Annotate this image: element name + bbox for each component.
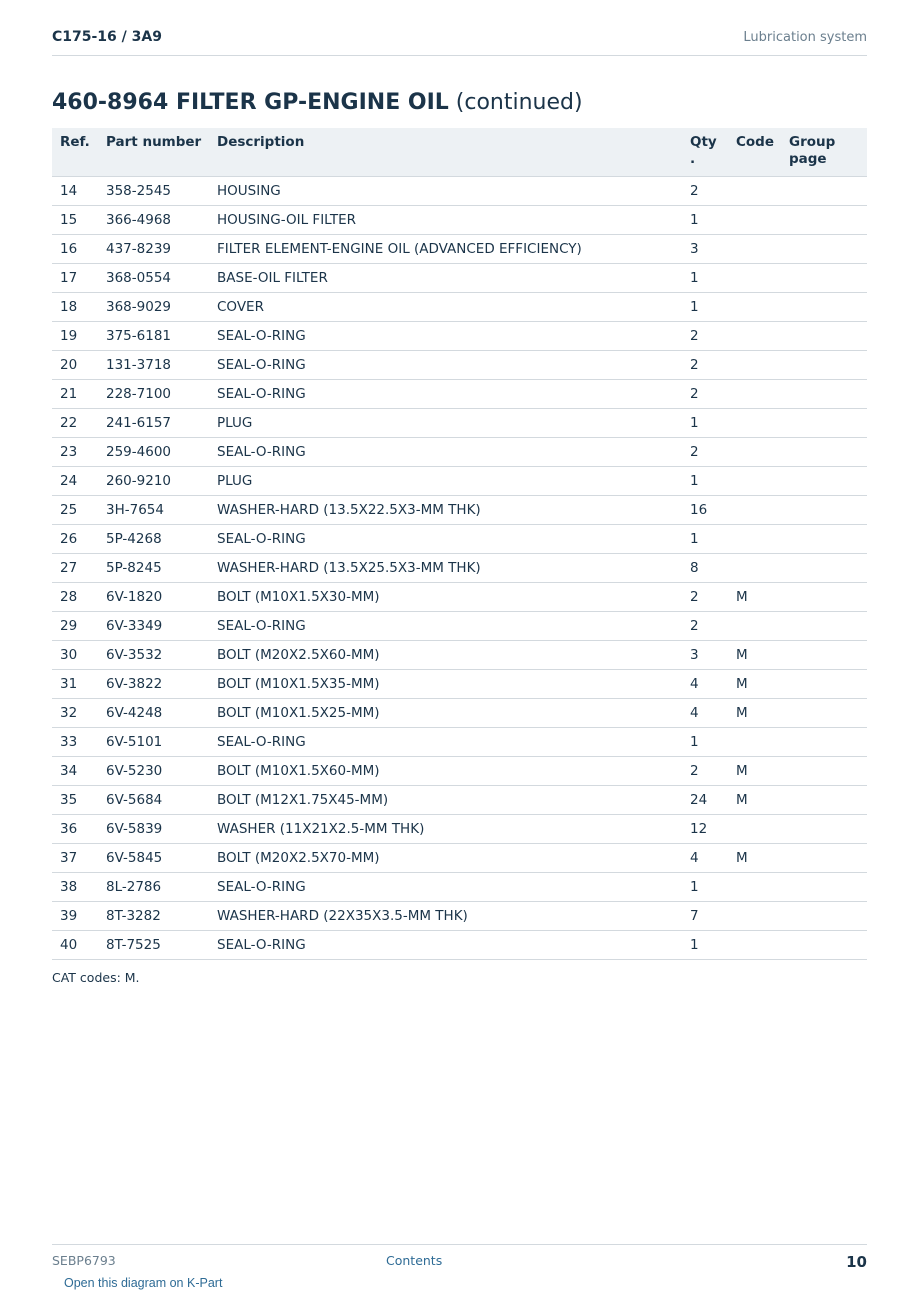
qty-cell: 16: [682, 496, 728, 525]
part-number-cell: 241-6157: [98, 409, 209, 438]
ref-cell: 38: [52, 873, 98, 902]
part-number-cell: 6V-3532: [98, 641, 209, 670]
ref-cell: 30: [52, 641, 98, 670]
table-row: [52, 467, 867, 496]
description-cell: SEAL-O-RING: [209, 728, 682, 757]
page-header: [52, 28, 867, 56]
ref-cell: 39: [52, 902, 98, 931]
assembly-name: 460-8964 FILTER GP-ENGINE OIL: [52, 90, 449, 115]
ref-cell: 20: [52, 351, 98, 380]
code-cell: [728, 815, 781, 844]
description-cell: WASHER-HARD (22X35X3.5-MM THK): [209, 902, 682, 931]
ref-cell: 27: [52, 554, 98, 583]
qty-cell: 1: [682, 206, 728, 235]
code-cell: M: [728, 844, 781, 873]
group-page-cell: [781, 699, 867, 728]
group-page-cell: [781, 293, 867, 322]
ref-cell: 16: [52, 235, 98, 264]
section-name: Lubrication system: [743, 30, 867, 45]
qty-cell: 4: [682, 670, 728, 699]
parts-table: [52, 128, 867, 960]
group-page-cell: [781, 728, 867, 757]
code-cell: [728, 873, 781, 902]
description-cell: SEAL-O-RING: [209, 322, 682, 351]
column-header-description: Description: [209, 128, 682, 177]
description-cell: BOLT (M10X1.5X35-MM): [209, 670, 682, 699]
part-number-cell: 5P-4268: [98, 525, 209, 554]
table-row: [52, 670, 867, 699]
part-number-cell: 260-9210: [98, 467, 209, 496]
part-number-cell: 6V-5684: [98, 786, 209, 815]
page-number: 10: [846, 1253, 867, 1271]
ref-cell: 23: [52, 438, 98, 467]
description-cell: BOLT (M12X1.75X45-MM): [209, 786, 682, 815]
document-id: SEBP6793: [52, 1253, 116, 1268]
part-number-cell: 228-7100: [98, 380, 209, 409]
column-header-qty: Qty .: [682, 128, 728, 177]
ref-cell: 14: [52, 177, 98, 206]
qty-cell: 12: [682, 815, 728, 844]
qty-cell: 1: [682, 293, 728, 322]
code-cell: M: [728, 583, 781, 612]
group-page-cell: [781, 380, 867, 409]
part-number-cell: 6V-3349: [98, 612, 209, 641]
description-cell: SEAL-O-RING: [209, 612, 682, 641]
description-cell: HOUSING-OIL FILTER: [209, 206, 682, 235]
table-row: [52, 293, 867, 322]
description-cell: WASHER (11X21X2.5-MM THK): [209, 815, 682, 844]
description-cell: SEAL-O-RING: [209, 351, 682, 380]
part-number-cell: 259-4600: [98, 438, 209, 467]
part-number-cell: 8T-7525: [98, 931, 209, 960]
code-cell: M: [728, 670, 781, 699]
group-page-cell: [781, 641, 867, 670]
code-cell: [728, 206, 781, 235]
part-number-cell: 6V-3822: [98, 670, 209, 699]
description-cell: SEAL-O-RING: [209, 931, 682, 960]
qty-cell: 3: [682, 641, 728, 670]
description-cell: BOLT (M20X2.5X70-MM): [209, 844, 682, 873]
table-row: [52, 902, 867, 931]
table-row: [52, 815, 867, 844]
ref-cell: 18: [52, 293, 98, 322]
group-page-cell: [781, 902, 867, 931]
description-cell: BASE-OIL FILTER: [209, 264, 682, 293]
part-number-cell: 8T-3282: [98, 902, 209, 931]
qty-cell: 2: [682, 177, 728, 206]
part-number-cell: 375-6181: [98, 322, 209, 351]
qty-cell: 1: [682, 525, 728, 554]
table-row: [52, 438, 867, 467]
table-row: [52, 873, 867, 902]
part-number-cell: 6V-5101: [98, 728, 209, 757]
table-row: [52, 612, 867, 641]
group-page-cell: [781, 438, 867, 467]
table-header-row: [52, 128, 867, 177]
group-page-cell: [781, 322, 867, 351]
code-cell: [728, 554, 781, 583]
qty-cell: 24: [682, 786, 728, 815]
code-cell: [728, 931, 781, 960]
column-header-group-page: Group page: [781, 128, 867, 177]
description-cell: SEAL-O-RING: [209, 525, 682, 554]
group-page-cell: [781, 873, 867, 902]
code-cell: M: [728, 641, 781, 670]
ref-cell: 17: [52, 264, 98, 293]
part-number-cell: 358-2545: [98, 177, 209, 206]
qty-cell: 2: [682, 583, 728, 612]
description-cell: WASHER-HARD (13.5X22.5X3-MM THK): [209, 496, 682, 525]
qty-cell: 3: [682, 235, 728, 264]
group-page-cell: [781, 235, 867, 264]
description-cell: PLUG: [209, 467, 682, 496]
cat-codes-note: CAT codes: M.: [52, 970, 140, 985]
code-cell: M: [728, 699, 781, 728]
part-number-cell: 3H-7654: [98, 496, 209, 525]
group-page-cell: [781, 467, 867, 496]
ref-cell: 15: [52, 206, 98, 235]
group-page-cell: [781, 757, 867, 786]
title-suffix: (continued): [448, 90, 583, 115]
code-cell: [728, 728, 781, 757]
group-page-cell: [781, 554, 867, 583]
code-cell: [728, 264, 781, 293]
group-page-cell: [781, 931, 867, 960]
description-cell: SEAL-O-RING: [209, 873, 682, 902]
group-page-cell: [781, 351, 867, 380]
code-cell: [728, 612, 781, 641]
ref-cell: 24: [52, 467, 98, 496]
page-footer: [52, 1244, 867, 1275]
ref-cell: 36: [52, 815, 98, 844]
code-cell: [728, 177, 781, 206]
table-row: [52, 583, 867, 612]
ref-cell: 40: [52, 931, 98, 960]
part-number-cell: 368-0554: [98, 264, 209, 293]
group-page-cell: [781, 525, 867, 554]
group-page-cell: [781, 670, 867, 699]
ref-cell: 26: [52, 525, 98, 554]
code-cell: [728, 293, 781, 322]
column-header-code: Code: [728, 128, 781, 177]
parts-table-body: [52, 177, 867, 960]
column-header-part-number: Part number: [98, 128, 209, 177]
qty-cell: 1: [682, 409, 728, 438]
group-page-cell: [781, 583, 867, 612]
ref-cell: 32: [52, 699, 98, 728]
ref-cell: 19: [52, 322, 98, 351]
ref-cell: 34: [52, 757, 98, 786]
description-cell: BOLT (M10X1.5X30-MM): [209, 583, 682, 612]
part-number-cell: 5P-8245: [98, 554, 209, 583]
page-title: [52, 90, 583, 115]
ref-cell: 29: [52, 612, 98, 641]
code-cell: [728, 467, 781, 496]
ref-cell: 28: [52, 583, 98, 612]
ref-cell: 21: [52, 380, 98, 409]
group-page-cell: [781, 815, 867, 844]
qty-cell: 4: [682, 699, 728, 728]
table-row: [52, 728, 867, 757]
code-cell: M: [728, 757, 781, 786]
table-row: [52, 206, 867, 235]
qty-cell: 4: [682, 844, 728, 873]
qty-cell: 1: [682, 728, 728, 757]
ref-cell: 33: [52, 728, 98, 757]
table-row: [52, 554, 867, 583]
part-number-cell: 368-9029: [98, 293, 209, 322]
table-row: [52, 380, 867, 409]
ref-cell: 25: [52, 496, 98, 525]
table-row: [52, 322, 867, 351]
ref-cell: 37: [52, 844, 98, 873]
group-page-cell: [781, 206, 867, 235]
code-cell: [728, 525, 781, 554]
table-row: [52, 525, 867, 554]
open-kpart-link[interactable]: Open this diagram on K-Part: [64, 1276, 223, 1290]
table-row: [52, 786, 867, 815]
description-cell: HOUSING: [209, 177, 682, 206]
qty-cell: 1: [682, 264, 728, 293]
code-cell: [728, 409, 781, 438]
part-number-cell: 6V-5230: [98, 757, 209, 786]
code-cell: [728, 380, 781, 409]
description-cell: COVER: [209, 293, 682, 322]
qty-cell: 1: [682, 873, 728, 902]
code-cell: [728, 235, 781, 264]
table-row: [52, 177, 867, 206]
part-number-cell: 437-8239: [98, 235, 209, 264]
code-cell: [728, 351, 781, 380]
qty-cell: 2: [682, 438, 728, 467]
table-row: [52, 409, 867, 438]
table-row: [52, 264, 867, 293]
qty-cell: 2: [682, 757, 728, 786]
code-cell: [728, 322, 781, 351]
description-cell: BOLT (M10X1.5X25-MM): [209, 699, 682, 728]
code-cell: [728, 438, 781, 467]
code-cell: [728, 902, 781, 931]
table-row: [52, 641, 867, 670]
group-page-cell: [781, 409, 867, 438]
description-cell: FILTER ELEMENT-ENGINE OIL (ADVANCED EFFICIENCY): [209, 235, 682, 264]
description-cell: SEAL-O-RING: [209, 380, 682, 409]
part-number-cell: 6V-5845: [98, 844, 209, 873]
table-row: [52, 931, 867, 960]
contents-link[interactable]: Contents: [386, 1253, 443, 1268]
qty-cell: 2: [682, 380, 728, 409]
group-page-cell: [781, 786, 867, 815]
qty-cell: 2: [682, 612, 728, 641]
table-row: [52, 351, 867, 380]
group-page-cell: [781, 496, 867, 525]
part-number-cell: 131-3718: [98, 351, 209, 380]
table-row: [52, 844, 867, 873]
part-number-cell: 6V-5839: [98, 815, 209, 844]
qty-cell: 7: [682, 902, 728, 931]
ref-cell: 35: [52, 786, 98, 815]
qty-cell: 1: [682, 467, 728, 496]
group-page-cell: [781, 612, 867, 641]
group-page-cell: [781, 264, 867, 293]
ref-cell: 22: [52, 409, 98, 438]
qty-cell: 8: [682, 554, 728, 583]
table-row: [52, 757, 867, 786]
qty-cell: 2: [682, 322, 728, 351]
part-number-cell: 8L-2786: [98, 873, 209, 902]
group-page-cell: [781, 844, 867, 873]
code-cell: M: [728, 786, 781, 815]
group-page-cell: [781, 177, 867, 206]
part-number-cell: 366-4968: [98, 206, 209, 235]
description-cell: PLUG: [209, 409, 682, 438]
qty-cell: 2: [682, 351, 728, 380]
model-serial-label: C175-16 / 3A9: [52, 29, 162, 45]
column-header-ref: Ref.: [52, 128, 98, 177]
table-row: [52, 699, 867, 728]
qty-cell: 1: [682, 931, 728, 960]
description-cell: BOLT (M10X1.5X60-MM): [209, 757, 682, 786]
table-row: [52, 235, 867, 264]
part-number-cell: 6V-4248: [98, 699, 209, 728]
ref-cell: 31: [52, 670, 98, 699]
part-number-cell: 6V-1820: [98, 583, 209, 612]
description-cell: WASHER-HARD (13.5X25.5X3-MM THK): [209, 554, 682, 583]
table-row: [52, 496, 867, 525]
code-cell: [728, 496, 781, 525]
description-cell: SEAL-O-RING: [209, 438, 682, 467]
description-cell: BOLT (M20X2.5X60-MM): [209, 641, 682, 670]
